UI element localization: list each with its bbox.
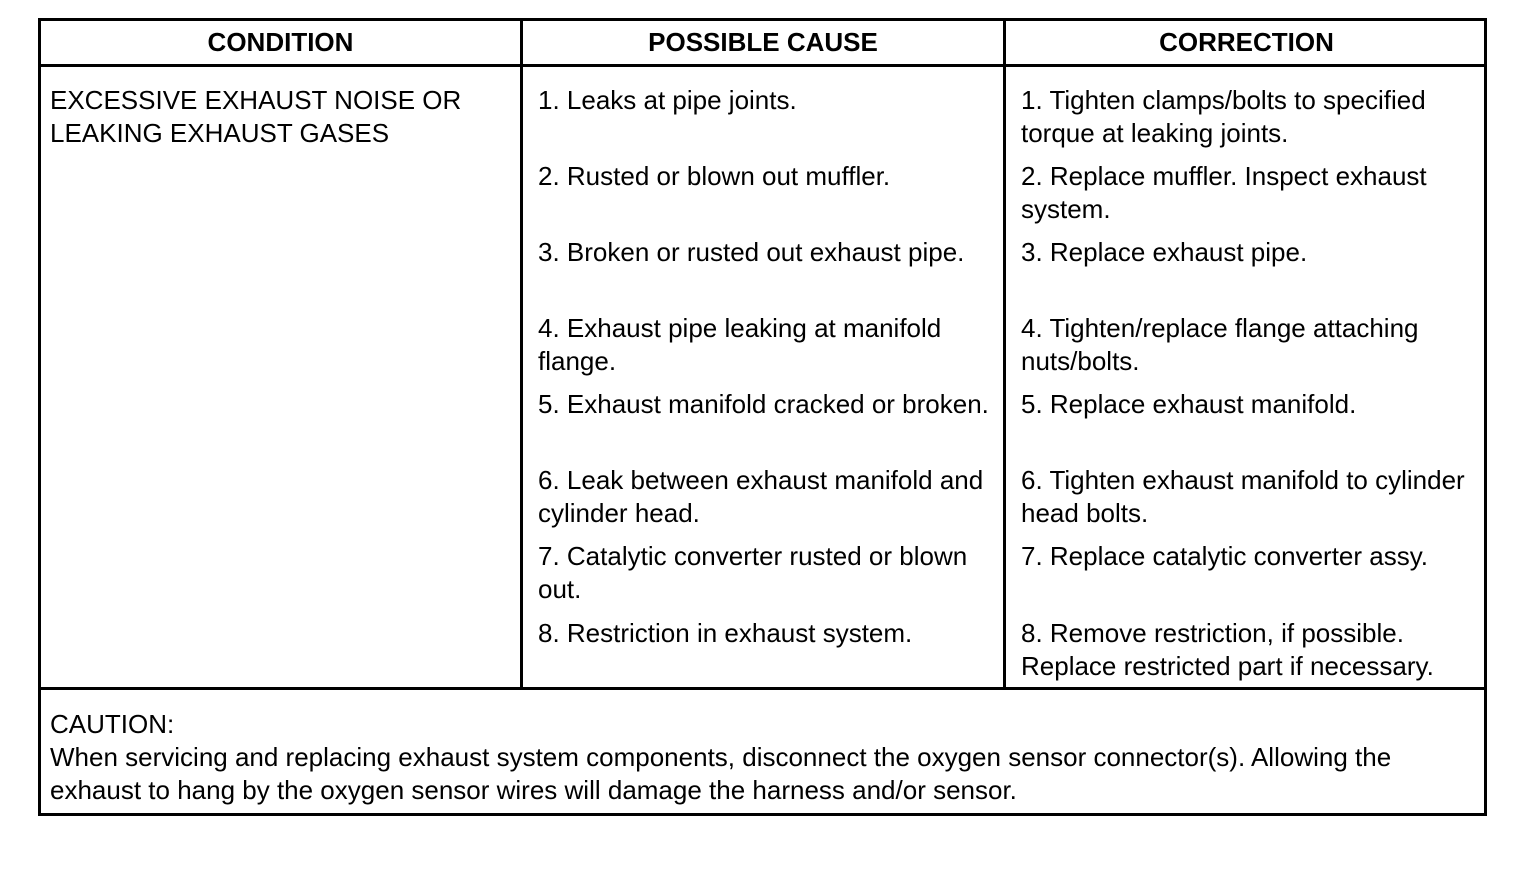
column-divider [1003, 21, 1006, 690]
cause-6: 6. Leak between exhaust manifold and cylinder head. [538, 465, 984, 528]
header-possible-cause: POSSIBLE CAUSE [648, 27, 878, 57]
caution-divider [41, 687, 1484, 690]
cause-5: 5. Exhaust manifold cracked or broken. [538, 389, 989, 419]
header-correction: CORRECTION [1159, 27, 1334, 57]
condition-line: LEAKING EXHAUST GASES [50, 118, 390, 148]
correction-8: 8. Remove restriction, if possible. Replace restricted part if necessary. [1021, 618, 1434, 681]
correction-1: 1. Tighten clamps/bolts to specified torque at leaking joints. [1021, 85, 1426, 148]
diagnosis-table [38, 18, 1487, 816]
correction-6: 6. Tighten exhaust manifold to cylinder head bolts. [1021, 465, 1465, 528]
header-divider [41, 64, 1484, 67]
condition-line: EXCESSIVE EXHAUST NOISE OR [50, 85, 462, 115]
cause-7: 7. Catalytic converter rusted or blown out. [538, 541, 968, 604]
cause-3: 3. Broken or rusted out exhaust pipe. [538, 237, 965, 267]
correction-5: 5. Replace exhaust manifold. [1021, 389, 1357, 419]
condition-cell [50, 84, 510, 150]
cause-4: 4. Exhaust pipe leaking at manifold flange. [538, 313, 942, 376]
cause-2: 2. Rusted or blown out muffler. [538, 161, 891, 191]
cause-8: 8. Restriction in exhaust system. [538, 618, 913, 648]
caution-label: CAUTION: [50, 709, 175, 739]
correction-7: 7. Replace catalytic converter assy. [1021, 541, 1429, 571]
correction-3: 3. Replace exhaust pipe. [1021, 237, 1308, 267]
caution-note [50, 708, 1470, 807]
cause-1: 1. Leaks at pipe joints. [538, 85, 797, 115]
column-divider [520, 21, 523, 690]
correction-4: 4. Tighten/replace flange attaching nuts/bolts. [1021, 313, 1419, 376]
correction-2: 2. Replace muffler. Inspect exhaust system. [1021, 161, 1427, 224]
caution-text: When servicing and replacing exhaust system components, disconnect the oxygen sensor connector(s). Allowing the exhaust to hang by the oxygen sensor wires will damage the harness and/or sensor. [50, 742, 1392, 805]
header-condition: CONDITION [207, 27, 354, 57]
